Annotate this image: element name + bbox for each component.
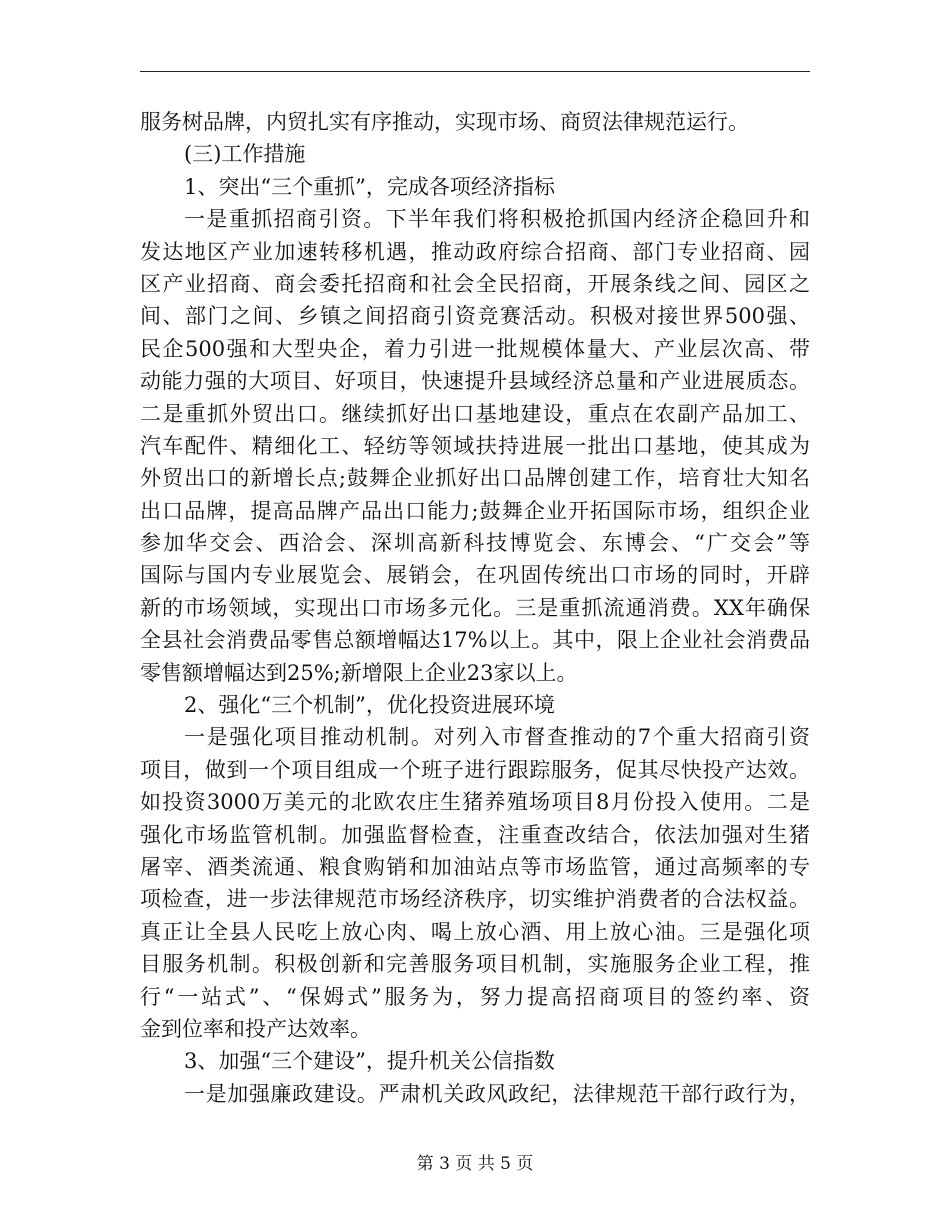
header-rule	[140, 71, 810, 72]
text-line: 金到位率和投产达效率。	[140, 1016, 371, 1041]
text-line: 间、部门之间、乡镇之间招商引资竞赛活动。积极对接世界500强、	[140, 304, 810, 329]
text-line: 参加华交会、西洽会、深圳高新科技博览会、东博会、“广交会”等	[140, 531, 810, 556]
text-line: 外贸出口的新增长点;鼓舞企业抓好出口品牌创建工作，培育壮大知名	[140, 466, 810, 491]
text-line: 出口品牌，提高品牌产品出口能力;鼓舞企业开拓国际市场，组织企业	[140, 498, 810, 523]
text-line: 强化市场监管机制。加强监督检查，注重查改结合，依法加强对生猪	[140, 822, 810, 847]
text-line: 民企500强和大型央企，着力引进一批规模体量大、产业层次高、带	[140, 336, 810, 361]
document-body	[140, 106, 810, 1110]
text-line: 屠宰、酒类流通、粮食购销和加油站点等市场监管，通过高频率的专	[140, 854, 810, 879]
text-line: 1、突出“三个重抓”，完成各项经济指标	[184, 174, 555, 199]
text-line: 区产业招商、商会委托招商和社会全民招商，开展条线之间、园区之	[140, 271, 810, 296]
text-line: 国际与国内专业展览会、展销会，在巩固传统出口市场的同时，开辟	[140, 563, 810, 588]
text-line: 一是加强廉政建设。严肃机关政风政纪，法律规范干部行政行为，	[184, 1081, 810, 1106]
text-line: 零售额增幅达到25%;新增限上企业23家以上。	[140, 660, 578, 685]
text-line: 二是重抓外贸出口。继续抓好出口基地建设，重点在农副产品加工、	[140, 401, 810, 426]
text-line: 一是强化项目推动机制。对列入市督查推动的7个重大招商引资	[184, 725, 810, 750]
text-line: 如投资3000万美元的北欧农庄生猪养殖场项目8月份投入使用。二是	[140, 790, 810, 815]
text-line: 项目，做到一个项目组成一个班子进行跟踪服务，促其尽快投产达效。	[140, 757, 810, 782]
text-line: 行“一站式”、“保姆式”服务为，努力提高招商项目的签约率、资	[140, 984, 810, 1009]
text-line: 发达地区产业加速转移机遇，推动政府综合招商、部门专业招商、园	[140, 239, 810, 264]
text-line: 项检查，进一步法律规范市场经济秩序，切实维护消费者的合法权益。	[140, 887, 810, 912]
text-line: 动能力强的大项目、好项目，快速提升县域经济总量和产业进展质态。	[140, 369, 810, 394]
text-line: 汽车配件、精细化工、轻纺等领域扶持进展一批出口基地，使其成为	[140, 433, 810, 458]
text-line: (三)工作措施	[184, 142, 306, 167]
text-line: 新的市场领域，实现出口市场多元化。三是重抓流通消费。XX年确保	[140, 595, 810, 620]
text-line: 目服务机制。积极创新和完善服务项目机制，实施服务企业工程，推	[140, 952, 810, 977]
text-line: 真正让全县人民吃上放心肉、喝上放心酒、用上放心油。三是强化项	[140, 919, 810, 944]
text-line: 2、强化“三个机制”，优化投资进展环境	[184, 693, 555, 718]
text-line: 3、加强“三个建设”，提升机关公信指数	[184, 1049, 555, 1074]
text-line: 服务树品牌，内贸扎实有序推动，实现市场、商贸法律规范运行。	[140, 110, 749, 134]
text-line: 一是重抓招商引资。下半年我们将积极抢抓国内经济企稳回升和	[184, 207, 810, 232]
page-footer: 第 3 页 共 5 页	[416, 1154, 534, 1174]
text-line: 全县社会消费品零售总额增幅达17%以上。其中，限上企业社会消费品	[140, 628, 810, 653]
